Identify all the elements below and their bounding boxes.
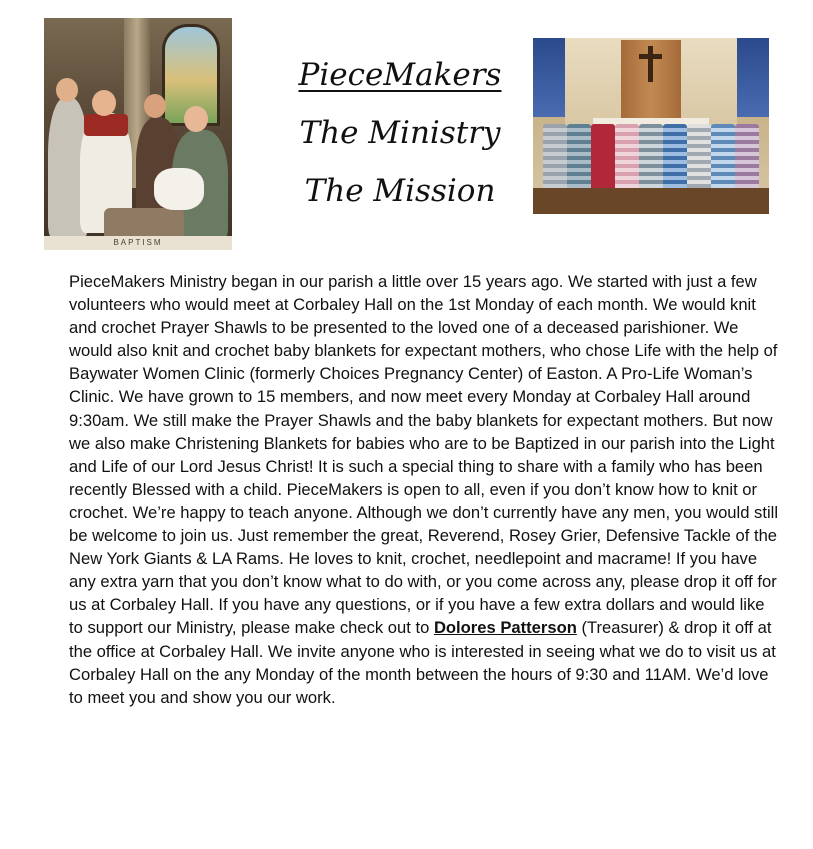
description-part2: (Treasurer) & drop it off at the office at Corbaley Hall. We invite anyone who is interested in seeing what we do to visit us at Corbaley Hall on the any Monday of the month between the hours of 9:30 and 11AM. We’d love to meet you and show you our work. (69, 618, 776, 707)
infant (154, 168, 204, 210)
title-piecemakers: PieceMakers (298, 57, 502, 93)
church-blankets-photo (533, 38, 769, 214)
title-ministry: The Ministry (299, 115, 501, 151)
ministry-description (69, 270, 781, 709)
title-mission: The Mission (304, 173, 496, 209)
description-part1: PieceMakers Ministry began in our parish a little over 15 years ago. We started with just a few volunteers who would meet at Corbaley Hall on the 1st Monday of each month. We would knit and crochet Prayer Shawls to be presented to the loved one of a deceased parishioner. We would also knit and crochet baby blankets for expectant mothers, who chose Life with the help of Baywater Women Clinic (formerly Choices Pregnancy Center) of Easton. A Pro-Life Woman’s Clinic. We have grown to 15 members, and now meet every Monday at Corbaley Hall around 9:30am. We still make the Prayer Shawls and the baby blankets for expectant mothers. But now we also make Christening Blankets for babies who are to be Baptized in our parish into the Light and Life of our Lord Jesus Christ! It is such a special thing to share with a family who has been recently Blessed with a child. PieceMakers is open to all, even if you don’t know how to knit or crochet. We’re happy to teach anyone. Although we don’t currently have any men, you would still be welcome to join us. Just remember the great, Reverend, Rosey Grier, Defensive Tackle of the New York Giants & LA Rams. He loves to knit, crochet, needlepoint and macrame! If you have any extra yarn that you don’t know what to do with, or you come across any, please drop it off for us at Corbaley Hall. If you have any questions, or if you have a few extra dollars and would like to support our Ministry, please make check out to (69, 272, 779, 638)
crucifix (648, 46, 653, 82)
title-block (270, 46, 530, 220)
photo-caption: BAPTISM (44, 236, 232, 250)
altar-rail (533, 188, 769, 214)
treasurer-name: Dolores Patterson (433, 618, 577, 638)
baptism-photo (44, 18, 232, 250)
